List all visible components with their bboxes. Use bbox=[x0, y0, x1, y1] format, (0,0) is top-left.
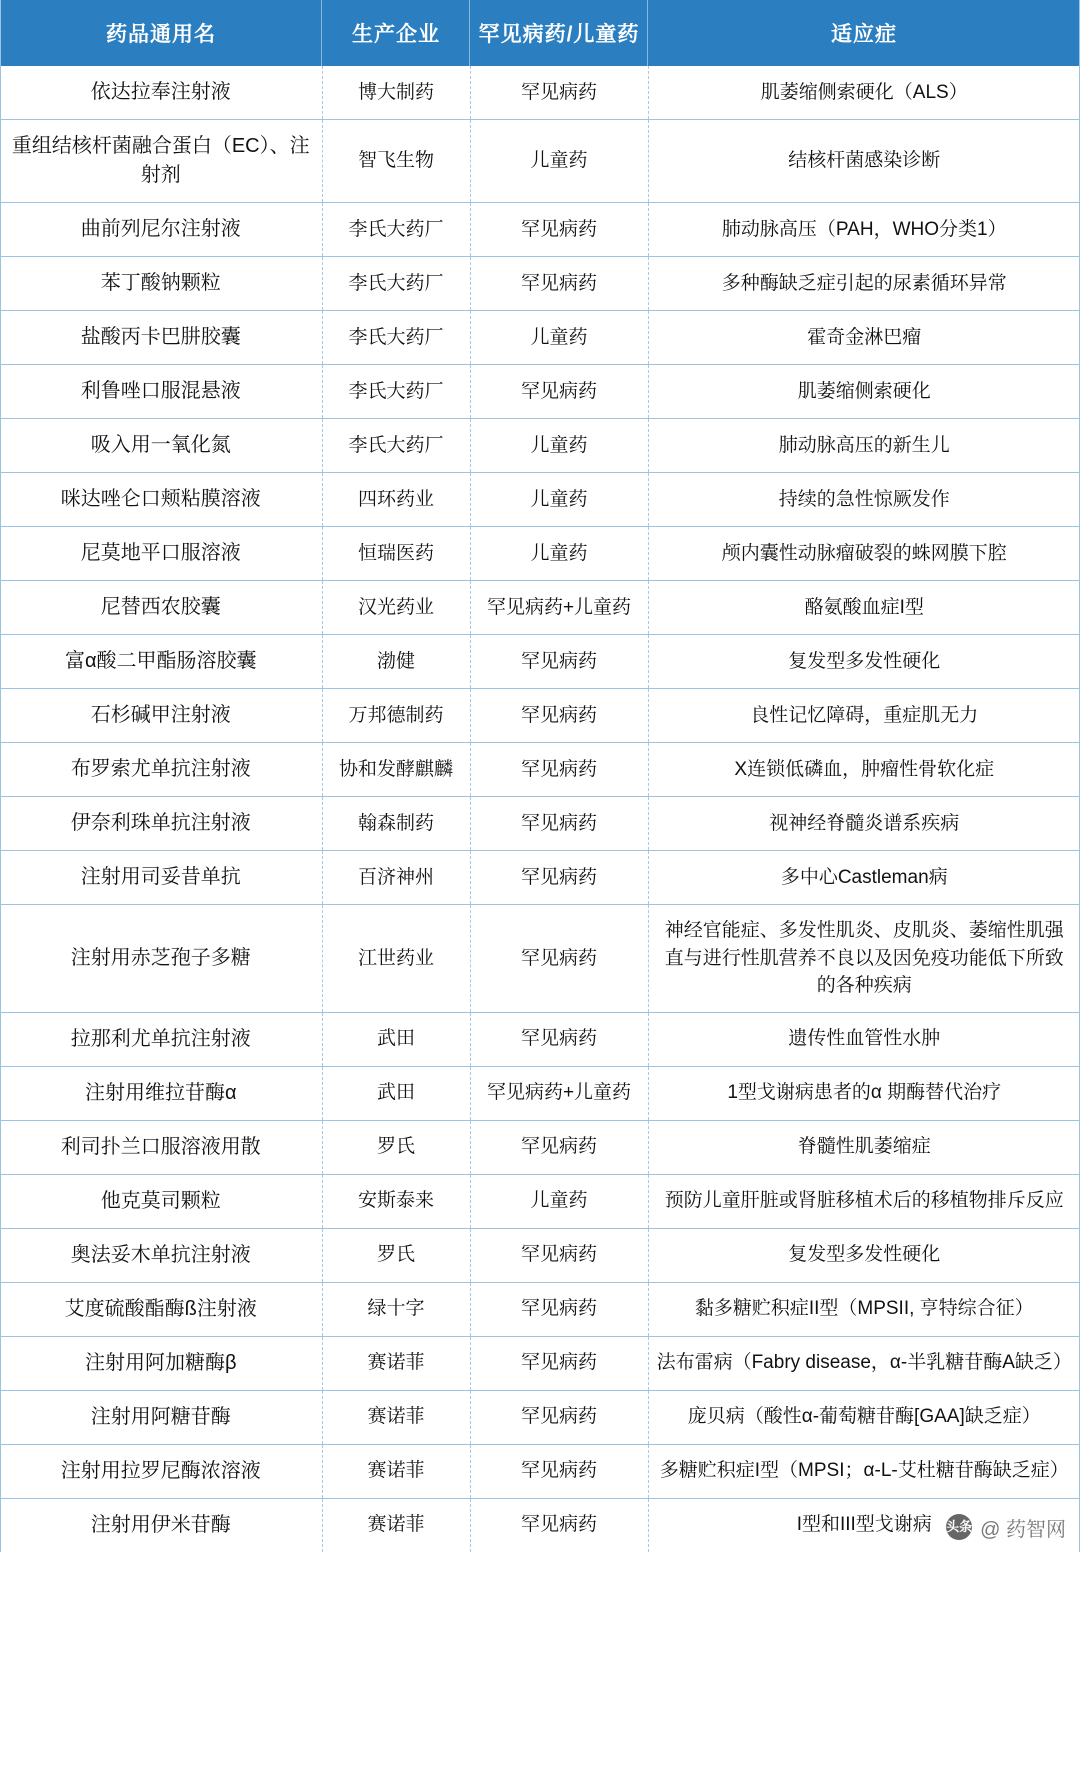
cell-manufacturer: 百济神州 bbox=[322, 851, 470, 905]
cell-generic-name: 吸入用一氧化氮 bbox=[0, 419, 322, 473]
cell-category: 罕见病药 bbox=[470, 66, 648, 120]
table-row bbox=[0, 419, 1080, 473]
cell-generic-name: 注射用维拉苷酶α bbox=[0, 1066, 322, 1120]
cell-indication: 肺动脉高压（PAH，WHO分类1） bbox=[648, 203, 1080, 257]
table-row bbox=[0, 1012, 1080, 1066]
cell-indication: 1型戈谢病患者的α 期酶替代治疗 bbox=[648, 1066, 1080, 1120]
cell-category: 罕见病药 bbox=[470, 365, 648, 419]
table-row bbox=[0, 1120, 1080, 1174]
cell-category: 罕见病药 bbox=[470, 851, 648, 905]
cell-manufacturer: 汉光药业 bbox=[322, 581, 470, 635]
cell-manufacturer: 李氏大药厂 bbox=[322, 311, 470, 365]
cell-category: 儿童药 bbox=[470, 419, 648, 473]
cell-indication: 视神经脊髓炎谱系疾病 bbox=[648, 797, 1080, 851]
cell-manufacturer: 四环药业 bbox=[322, 473, 470, 527]
cell-indication: 结核杆菌感染诊断 bbox=[648, 120, 1080, 203]
table-row bbox=[0, 1336, 1080, 1390]
cell-manufacturer: 赛诺菲 bbox=[322, 1498, 470, 1552]
cell-indication: 复发型多发性硬化 bbox=[648, 635, 1080, 689]
cell-manufacturer: 博大制药 bbox=[322, 66, 470, 120]
table-header-row bbox=[0, 0, 1080, 66]
column-header-generic-name: 药品通用名 bbox=[0, 0, 322, 66]
cell-generic-name: 尼替西农胶囊 bbox=[0, 581, 322, 635]
cell-indication: 复发型多发性硬化 bbox=[648, 1228, 1080, 1282]
table-row bbox=[0, 1066, 1080, 1120]
table-row bbox=[0, 1390, 1080, 1444]
cell-manufacturer: 翰森制药 bbox=[322, 797, 470, 851]
cell-manufacturer: 协和发酵麒麟 bbox=[322, 743, 470, 797]
table-row bbox=[0, 1498, 1080, 1552]
cell-indication: 多糖贮积症I型（MPSI；α-L-艾杜糖苷酶缺乏症） bbox=[648, 1444, 1080, 1498]
cell-indication: 颅内囊性动脉瘤破裂的蛛网膜下腔 bbox=[648, 527, 1080, 581]
cell-category: 罕见病药+儿童药 bbox=[470, 1066, 648, 1120]
cell-indication: 多种酶缺乏症引起的尿素循环异常 bbox=[648, 257, 1080, 311]
cell-manufacturer: 安斯泰来 bbox=[322, 1174, 470, 1228]
cell-category: 罕见病药 bbox=[470, 797, 648, 851]
table-header bbox=[0, 0, 1080, 66]
table-row bbox=[0, 1228, 1080, 1282]
cell-manufacturer: 江世药业 bbox=[322, 905, 470, 1013]
table-row bbox=[0, 527, 1080, 581]
cell-indication: I型和III型戈谢病 bbox=[796, 1514, 932, 1536]
cell-generic-name: 他克莫司颗粒 bbox=[0, 1174, 322, 1228]
cell-manufacturer: 李氏大药厂 bbox=[322, 257, 470, 311]
cell-manufacturer: 恒瑞医药 bbox=[322, 527, 470, 581]
table-row bbox=[0, 203, 1080, 257]
cell-generic-name: 注射用阿糖苷酶 bbox=[0, 1390, 322, 1444]
table-row bbox=[0, 120, 1080, 203]
cell-indication: 霍奇金淋巴瘤 bbox=[648, 311, 1080, 365]
table-row bbox=[0, 311, 1080, 365]
cell-indication: 肺动脉高压的新生儿 bbox=[648, 419, 1080, 473]
cell-manufacturer: 武田 bbox=[322, 1066, 470, 1120]
cell-category: 儿童药 bbox=[470, 311, 648, 365]
table-row bbox=[0, 365, 1080, 419]
cell-generic-name: 拉那利尤单抗注射液 bbox=[0, 1012, 322, 1066]
cell-generic-name: 奥法妥木单抗注射液 bbox=[0, 1228, 322, 1282]
cell-category: 罕见病药 bbox=[470, 635, 648, 689]
cell-category: 罕见病药 bbox=[470, 905, 648, 1013]
cell-generic-name: 利司扑兰口服溶液用散 bbox=[0, 1120, 322, 1174]
cell-generic-name: 伊奈利珠单抗注射液 bbox=[0, 797, 322, 851]
table-row bbox=[0, 797, 1080, 851]
column-header-category: 罕见病药/儿童药 bbox=[470, 0, 648, 66]
table-row bbox=[0, 66, 1080, 120]
cell-manufacturer: 智飞生物 bbox=[322, 120, 470, 203]
cell-generic-name: 依达拉奉注射液 bbox=[0, 66, 322, 120]
cell-generic-name: 尼莫地平口服溶液 bbox=[0, 527, 322, 581]
cell-manufacturer: 赛诺菲 bbox=[322, 1336, 470, 1390]
cell-indication: 持续的急性惊厥发作 bbox=[648, 473, 1080, 527]
cell-indication: 肌萎缩侧索硬化（ALS） bbox=[648, 66, 1080, 120]
cell-category: 儿童药 bbox=[470, 527, 648, 581]
cell-category: 罕见病药 bbox=[470, 1120, 648, 1174]
table-row bbox=[0, 257, 1080, 311]
cell-category: 罕见病药 bbox=[470, 1336, 648, 1390]
column-header-manufacturer: 生产企业 bbox=[322, 0, 470, 66]
cell-indication: X连锁低磷血，肿瘤性骨软化症 bbox=[648, 743, 1080, 797]
cell-manufacturer: 李氏大药厂 bbox=[322, 203, 470, 257]
cell-manufacturer: 绿十字 bbox=[322, 1282, 470, 1336]
cell-category: 罕见病药 bbox=[470, 257, 648, 311]
cell-indication: 预防儿童肝脏或肾脏移植术后的移植物排斥反应 bbox=[648, 1174, 1080, 1228]
cell-generic-name: 曲前列尼尔注射液 bbox=[0, 203, 322, 257]
toutiao-logo-icon: 头条 bbox=[946, 1514, 972, 1540]
cell-generic-name: 苯丁酸钠颗粒 bbox=[0, 257, 322, 311]
cell-manufacturer: 赛诺菲 bbox=[322, 1390, 470, 1444]
table-row bbox=[0, 743, 1080, 797]
table-row bbox=[0, 1444, 1080, 1498]
table-row bbox=[0, 1174, 1080, 1228]
cell-indication: 多中心Castleman病 bbox=[648, 851, 1080, 905]
cell-indication: 肌萎缩侧索硬化 bbox=[648, 365, 1080, 419]
cell-manufacturer: 罗氏 bbox=[322, 1228, 470, 1282]
cell-indication: 庞贝病（酸性α-葡萄糖苷酶[GAA]缺乏症） bbox=[648, 1390, 1080, 1444]
cell-manufacturer: 万邦德制药 bbox=[322, 689, 470, 743]
cell-generic-name: 布罗索尤单抗注射液 bbox=[0, 743, 322, 797]
cell-category: 儿童药 bbox=[470, 1174, 648, 1228]
cell-category: 罕见病药 bbox=[470, 1012, 648, 1066]
cell-generic-name: 石杉碱甲注射液 bbox=[0, 689, 322, 743]
cell-indication: 遗传性血管性水肿 bbox=[648, 1012, 1080, 1066]
cell-generic-name: 注射用司妥昔单抗 bbox=[0, 851, 322, 905]
table-row bbox=[0, 635, 1080, 689]
cell-manufacturer: 李氏大药厂 bbox=[322, 419, 470, 473]
cell-manufacturer: 武田 bbox=[322, 1012, 470, 1066]
cell-indication: 酪氨酸血症I型 bbox=[648, 581, 1080, 635]
cell-indication: 法布雷病（Fabry disease，α-半乳糖苷酶A缺乏） bbox=[648, 1336, 1080, 1390]
cell-category: 罕见病药 bbox=[470, 1498, 648, 1552]
cell-category: 儿童药 bbox=[470, 473, 648, 527]
table-row bbox=[0, 905, 1080, 1013]
cell-generic-name: 注射用拉罗尼酶浓溶液 bbox=[0, 1444, 322, 1498]
cell-generic-name: 重组结核杆菌融合蛋白（EC）、注射剂 bbox=[0, 120, 322, 203]
cell-indication: 脊髓性肌萎缩症 bbox=[648, 1120, 1080, 1174]
cell-indication: 良性记忆障碍，重症肌无力 bbox=[648, 689, 1080, 743]
cell-generic-name: 盐酸丙卡巴肼胶囊 bbox=[0, 311, 322, 365]
cell-manufacturer: 罗氏 bbox=[322, 1120, 470, 1174]
cell-generic-name: 注射用阿加糖酶β bbox=[0, 1336, 322, 1390]
column-header-indication: 适应症 bbox=[648, 0, 1080, 66]
cell-category: 罕见病药 bbox=[470, 743, 648, 797]
cell-generic-name: 注射用伊米苷酶 bbox=[0, 1498, 322, 1552]
cell-generic-name: 咪达唑仑口颊粘膜溶液 bbox=[0, 473, 322, 527]
cell-category: 罕见病药 bbox=[470, 1444, 648, 1498]
cell-category: 罕见病药 bbox=[470, 1390, 648, 1444]
cell-category: 罕见病药 bbox=[470, 1228, 648, 1282]
cell-manufacturer: 赛诺菲 bbox=[322, 1444, 470, 1498]
cell-category: 罕见病药 bbox=[470, 689, 648, 743]
cell-category: 儿童药 bbox=[470, 120, 648, 203]
cell-generic-name: 利鲁唑口服混悬液 bbox=[0, 365, 322, 419]
cell-manufacturer: 李氏大药厂 bbox=[322, 365, 470, 419]
table-row bbox=[0, 1282, 1080, 1336]
cell-category: 罕见病药+儿童药 bbox=[470, 581, 648, 635]
cell-category: 罕见病药 bbox=[470, 203, 648, 257]
table-row bbox=[0, 851, 1080, 905]
cell-generic-name: 注射用赤芝孢子多糖 bbox=[0, 905, 322, 1013]
table-row bbox=[0, 473, 1080, 527]
table-body bbox=[0, 66, 1080, 1552]
table-row bbox=[0, 689, 1080, 743]
cell-indication: 神经官能症、多发性肌炎、皮肌炎、萎缩性肌强直与进行性肌营养不良以及因免疫功能低下所致的各种疾病 bbox=[648, 905, 1080, 1013]
cell-generic-name: 富α酸二甲酯肠溶胶囊 bbox=[0, 635, 322, 689]
cell-manufacturer: 渤健 bbox=[322, 635, 470, 689]
table-row bbox=[0, 581, 1080, 635]
watermark-text: @ 药智网 bbox=[980, 1518, 1066, 1541]
cell-category: 罕见病药 bbox=[470, 1282, 648, 1336]
cell-generic-name: 艾度硫酸酯酶ß注射液 bbox=[0, 1282, 322, 1336]
cell-indication: 黏多糖贮积症II型（MPSII, 亨特综合征） bbox=[648, 1282, 1080, 1336]
